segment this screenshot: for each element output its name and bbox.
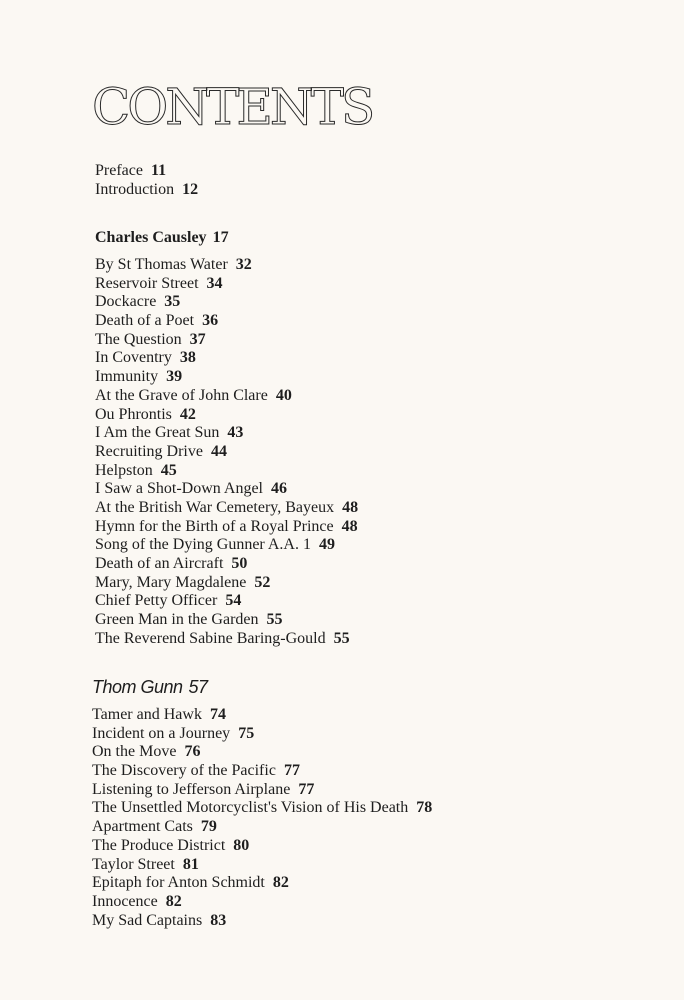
list-item [95,443,684,462]
page-title: CONTENTS [92,78,373,136]
entry-title: Taylor Street [92,855,175,873]
entry-title: Recruiting Drive [95,442,203,460]
entry-page: 79 [200,818,217,836]
list-item [95,406,684,425]
entry-page: 42 [179,405,196,423]
entry-title: The Question [95,330,182,348]
entry-page: 35 [164,293,181,311]
list-item [92,874,684,893]
entry-page: 82 [165,892,182,910]
list-item [92,799,684,818]
entry-page: 43 [227,424,244,442]
entry-title: Green Man in the Garden [95,611,259,629]
entry-title: At the Grave of John Clare [95,386,268,404]
list-item [95,368,684,387]
gunn-poem-list [0,706,684,930]
entry-title: The Unsettled Motorcyclist's Vision of His Death [92,799,409,817]
entry-page: 50 [231,555,248,572]
poet-name: Charles Causley [95,229,207,246]
entry-page: 80 [233,836,250,854]
list-item [95,331,684,350]
list-item [95,424,684,443]
entry-title: Ou Phrontis [95,405,172,423]
entry-page: 48 [341,517,358,535]
entry-page: 39 [166,368,183,386]
entry-title: At the British War Cemetery, Bayeux [95,498,335,516]
list-item [95,611,684,630]
list-item [92,781,684,800]
entry-title: The Reverend Sabine Baring-Gould [95,629,326,647]
entry-title: Death of an Aircraft [95,555,224,572]
entry-title: Incident on a Journey [92,724,231,742]
list-item [95,499,684,518]
entry-page: 45 [160,461,177,479]
entry-page: 78 [416,799,433,817]
entry-page: 32 [235,256,252,273]
entry-title: Apartment Cats [92,818,193,836]
entry-page: 81 [182,855,199,873]
entry-page: 37 [189,330,206,348]
list-item [92,725,684,744]
entry-title: Death of a Poet [95,312,195,330]
list-item [95,256,684,275]
list-item [95,312,684,331]
list-item [95,630,684,649]
list-item [95,349,684,368]
entry-page: 83 [210,911,227,929]
entry-title: Chief Petty Officer [95,592,218,610]
list-item [92,893,684,912]
entry-page: 36 [202,312,219,330]
entry-title: Introduction [95,180,175,198]
entry-page: 75 [238,724,255,742]
entry-page: 34 [206,274,223,292]
list-item [95,592,684,611]
causley-poem-list [0,256,684,648]
poet-heading-gunn [0,676,684,698]
entry-page: 82 [272,874,289,892]
list-item [95,518,684,537]
list-item [92,818,684,837]
entry-title: Listening to Jefferson Airplane [92,780,291,798]
list-item [92,837,684,856]
entry-title: Innocence [92,892,158,910]
list-item [95,480,684,499]
entry-page: 77 [298,780,315,798]
list-item [92,912,684,931]
front-matter-list [0,162,684,199]
list-item [95,181,684,200]
entry-page: 77 [283,762,300,780]
entry-page: 11 [150,162,167,179]
list-item [92,762,684,781]
list-item [95,555,684,574]
entry-page: 46 [270,480,287,498]
entry-title: Epitaph for Anton Schmidt [92,874,265,892]
list-item [95,536,684,555]
entry-title: Hymn for the Birth of a Royal Prince [95,517,334,535]
entry-title: On the Move [92,743,177,761]
entry-page: 49 [318,536,335,554]
entry-page: 54 [225,592,242,610]
entry-title: Helpston [95,461,153,479]
entry-title: The Produce District [92,836,226,854]
entry-title: My Sad Captains [92,911,203,929]
entry-title: In Coventry [95,349,172,367]
poet-heading-causley [0,228,684,248]
entry-title: By St Thomas Water [95,256,228,273]
entry-title: Immunity [95,368,159,386]
entry-title: The Discovery of the Pacific [92,762,276,780]
entry-title: Song of the Dying Gunner A.A. 1 [95,536,311,554]
entry-page: 12 [182,180,199,198]
entry-title: Dockacre [95,293,157,311]
entry-page: 44 [210,442,227,460]
list-item [95,293,684,312]
list-item [95,162,684,181]
list-item [95,574,684,593]
poet-name: Thom Gunn [92,677,183,697]
entry-page: 40 [275,386,292,404]
entry-page: 74 [209,706,226,723]
entry-page: 55 [266,611,283,629]
entry-page: 38 [179,349,196,367]
entry-page: 48 [342,498,359,516]
entry-title: Preface [95,162,143,179]
list-item [92,856,684,875]
list-item [92,743,684,762]
list-item [92,706,684,725]
entry-page: 52 [254,573,271,591]
list-item [95,275,684,294]
entry-title: Tamer and Hawk [92,706,202,723]
poet-page: 57 [188,677,208,697]
entry-title: Reservoir Street [95,274,199,292]
poet-page: 17 [212,229,229,246]
list-item [95,387,684,406]
list-item [95,462,684,481]
entry-title: I Am the Great Sun [95,424,220,442]
entry-title: I Saw a Shot-Down Angel [95,480,263,498]
entry-title: Mary, Mary Magdalene [95,573,247,591]
entry-page: 55 [333,629,350,647]
entry-page: 76 [184,743,201,761]
